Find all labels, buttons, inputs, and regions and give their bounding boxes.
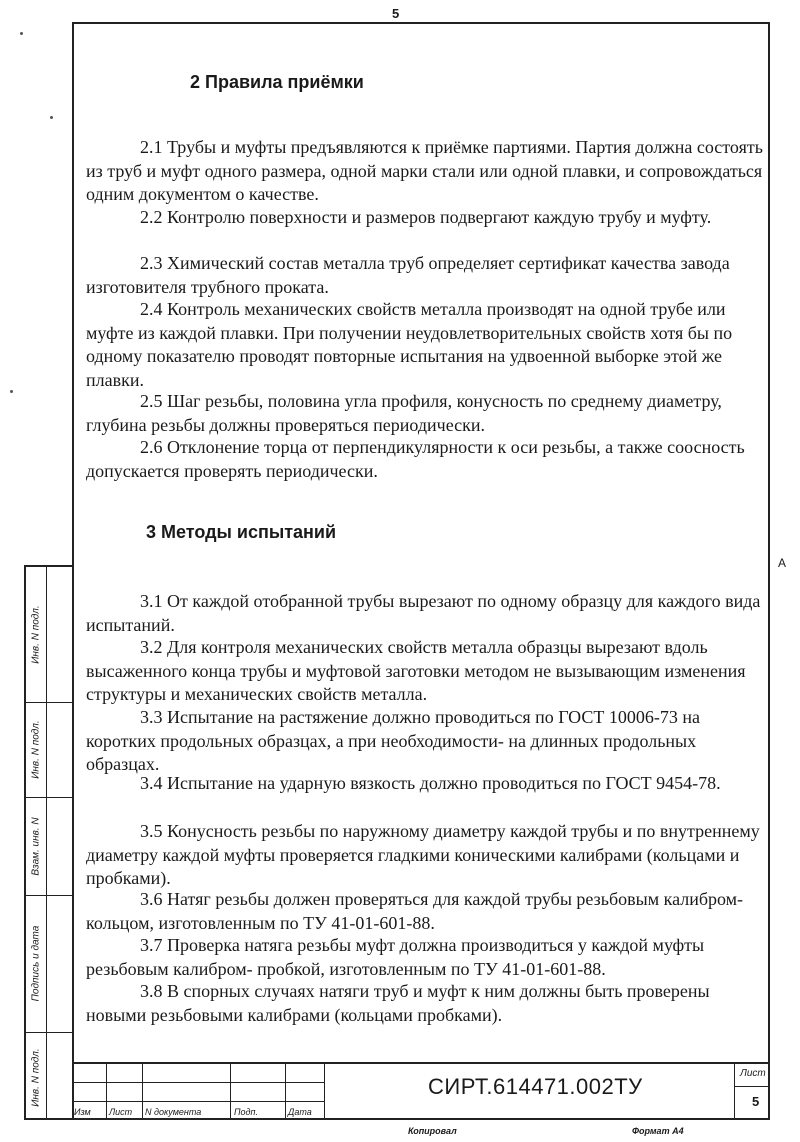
page-number-top: 5 (392, 6, 400, 21)
footer-format: Формат А4 (632, 1126, 684, 1136)
tb-line (72, 1101, 324, 1102)
strip-label: Взам. инв. N (30, 816, 42, 876)
paragraph-3-8: 3.8 В спорных случаях натяги труб и муфт к ним должны быть проверены новыми резьбовыми калибрами (кольцами пробками). (86, 981, 710, 1025)
scan-speck (20, 32, 23, 35)
strip-label: Инв. N подл. (30, 1047, 42, 1107)
strip-label: Подпись и дата (30, 925, 42, 1002)
sheet-label: Лист (740, 1068, 766, 1079)
strip-label: Инв. N подл. (30, 720, 42, 779)
paragraph-2-3: 2.3 Химический состав металла труб определяет сертификат качества завода изготовителя трубного проката. (86, 253, 730, 297)
strip-divider (46, 567, 47, 1118)
paragraph-2-4: 2.4 Контроль механических свойств металла производят на одной трубе или муфте из каждой плавки. При получении неудовлетворительных свойств хотя бы по одному показателю проводят повторные испытания на удвоенной выборке этой же плавки. (86, 299, 733, 390)
tb-line (285, 1064, 286, 1120)
tb-line (734, 1086, 770, 1087)
tb-line (230, 1064, 231, 1120)
tb-col-list: Лист (109, 1107, 133, 1117)
tb-col-date: Дата (288, 1107, 312, 1117)
paragraph-3-1: 3.1 От каждой отобранной трубы вырезают по одному образцу для каждого вида испытаний. (86, 591, 761, 635)
binding-strip (24, 565, 74, 1120)
paragraph-2-5: 2.5 Шаг резьбы, половина угла профиля, конусность по среднему диаметру, глубина резьбы должны проверяться периодически. (86, 391, 722, 435)
section-2-heading: 2 Правила приёмки (190, 72, 364, 92)
tb-col-sign: Подп. (234, 1107, 258, 1117)
scan-speck (50, 116, 53, 119)
section-3-heading: 3 Методы испытаний (146, 522, 337, 542)
scan-speck (10, 390, 13, 393)
paragraph-3-6: 3.6 Натяг резьбы должен проверяться для каждой трубы резьбовым калибром- кольцом, изготовленным по ТУ 41-01-601-88. (86, 889, 744, 933)
tb-line (734, 1064, 735, 1120)
paragraph-3-2: 3.2 Для контроля механических свойств металла образцы вырезают вдоль высаженного конца трубы и муфтовой заготовки методом не вызывающим изменения структуры и механических свойств металла. (86, 637, 746, 704)
paragraph-3-4: 3.4 Испытание на ударную вязкость должно проводиться по ГОСТ 9454-78. (140, 773, 721, 793)
paragraph-2-6: 2.6 Отклонение торца от перпендикулярности к оси резьбы, а также соосность допускается проверять периодически. (86, 437, 745, 481)
tb-line (72, 1082, 324, 1083)
paragraph-2-1: 2.1 Трубы и муфты предъявляются к приёмке партиями. Партия должна состоять из труб и муфт одного размера, одной марки стали или одной плавки, и сопровождаться одним документом о качестве. (86, 137, 763, 204)
paragraph-3-5: 3.5 Конусность резьбы по наружному диаметру каждой трубы и по внутреннему диаметру каждой муфты проверяется гладкими коническими калибрами (кольцами и пробками). (86, 821, 760, 888)
strip-label: Инв. N подл. (30, 605, 42, 664)
margin-mark: А (778, 556, 787, 570)
document-code: СИРТ.614471.002ТУ (428, 1074, 643, 1099)
tb-col-doc: N документа (145, 1107, 202, 1117)
tb-line (142, 1064, 143, 1120)
sheet-number: 5 (752, 1094, 760, 1109)
tb-line (106, 1064, 107, 1120)
title-block (72, 1062, 770, 1120)
paragraph-3-7: 3.7 Проверка натяга резьбы муфт должна производиться у каждой муфты резьбовым калибром- пробкой, изготовленным по ТУ 41-01-601-88. (86, 935, 705, 979)
paragraph-2-2: 2.2 Контролю поверхности и размеров подвергают каждую трубу и муфту. (140, 207, 712, 227)
tb-line (324, 1064, 325, 1120)
tb-col-izm: Изм (74, 1107, 91, 1117)
paragraph-3-3: 3.3 Испытание на растяжение должно проводиться по ГОСТ 10006-73 на коротких продольных образцах, а при необходимости- на длинных продольных образцах. (86, 707, 701, 774)
footer-copied: Копировал (408, 1126, 457, 1136)
